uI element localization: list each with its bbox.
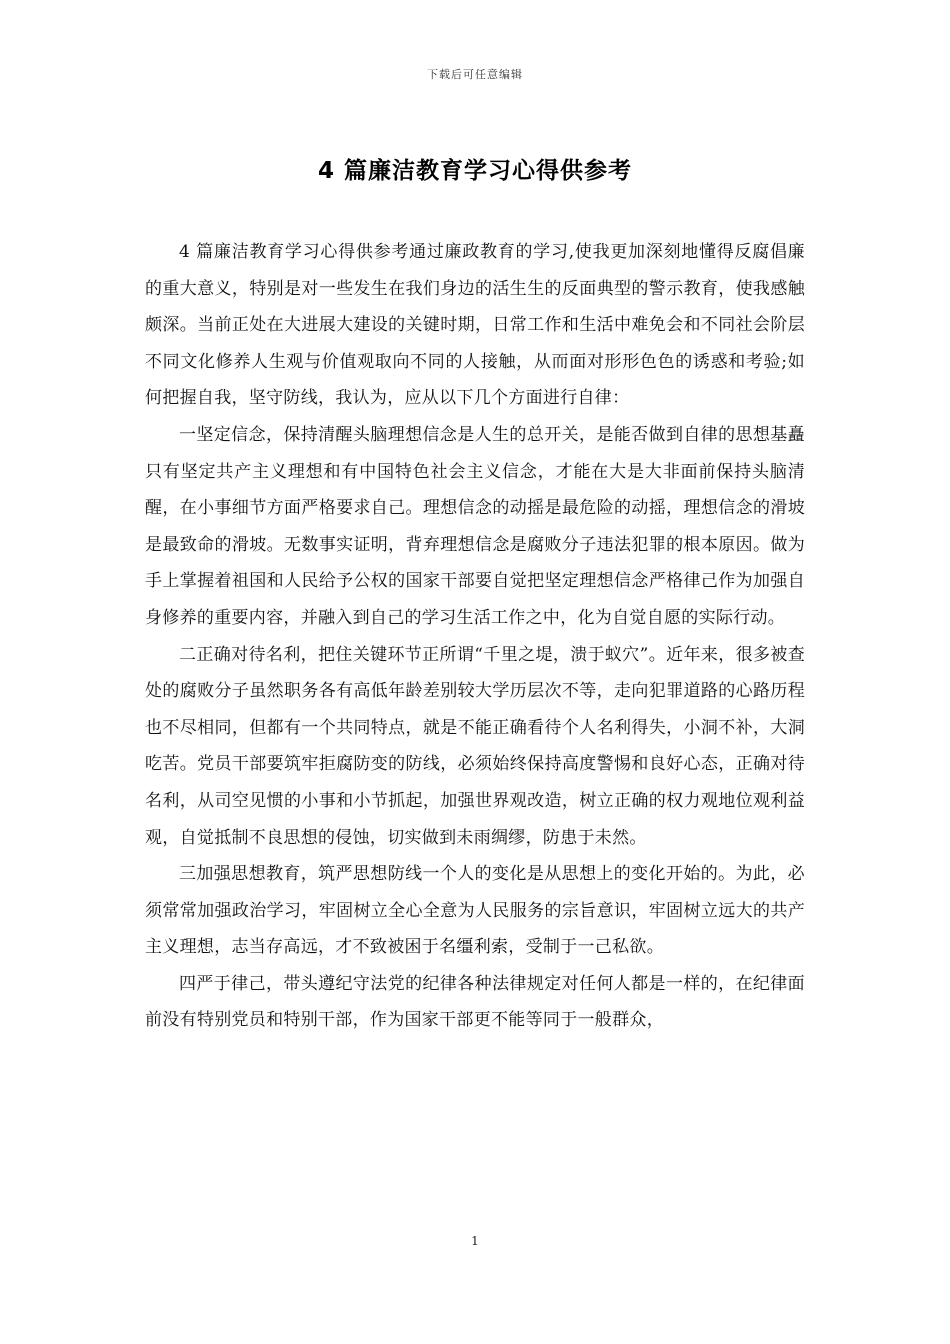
paragraph-point-three: 三加强思想教育，筑严思想防线一个人的变化是从思想上的变化开始的。为此，必须常常加强政治学习，牢固树立全心全意为人民服务的宗旨意识，牢固树立远大的共产主义理想，志当存高远，才不致被困于名缰利索，受制于一己私欲。	[145, 864, 805, 958]
page-number: 1	[471, 1234, 479, 1248]
header-note: 下载后可任意编辑	[427, 68, 523, 81]
document-title: 4 篇廉洁教育学习心得供参考	[317, 158, 632, 184]
document-body	[145, 234, 805, 1039]
paragraph-point-four: 四严于律己，带头遵纪守法党的纪律各种法律规定对任何人都是一样的，在纪律面前没有特别党员和特别干部，作为国家干部更不能等同于一般群众，	[145, 973, 805, 1031]
paragraph-point-two: 二正确对待名利，把住关键环节正所谓“千里之堤，溃于蚁穴”。近年来，很多被查处的腐败分子虽然职务各有高低年龄差别较大学历层次不等，走向犯罪道路的心路历程也不尽相同，但都有一个共同特点，就是不能正确看待个人名利得失，小洞不补，大洞吃苦。党员干部要筑牢拒腐防变的防线，必须始终保持高度警惕和良好心态，正确对待名利，从司空见惯的小事和小节抓起，加强世界观改造，树立正确的权力观地位观利益观，自觉抵制不良思想的侵蚀，切实做到未雨绸缪，防患于未然。	[145, 644, 805, 848]
paragraph-intro: 4 篇廉洁教育学习心得供参考通过廉政教育的学习,使我更加深刻地懂得反腐倡廉的重大意义，特别是对一些发生在我们身边的活生生的反面典型的警示教育，使我感触颇深。当前正处在大进展大建设的关键时期，日常工作和生活中难免会和不同社会阶层不同文化修养人生观与价值观取向不同的人接触，从而面对形形色色的诱惑和考验;如何把握自我，坚守防线，我认为，应从以下几个方面进行自律：	[145, 242, 805, 409]
paragraph-point-one: 一坚定信念，保持清醒头脑理想信念是人生的总开关，是能否做到自律的思想基矗只有坚定共产主义理想和有中国特色社会主义信念，才能在大是大非面前保持头脑清醒，在小事细节方面严格要求自己。理想信念的动摇是最危险的动摇，理想信念的滑坡是最致命的滑坡。无数事实证明，背弃理想信念是腐败分子违法犯罪的根本原因。做为手上掌握着祖国和人民给予公权的国家干部要自觉把坚定理想信念严格律己作为加强自身修养的重要内容，并融入到自己的学习生活工作之中，化为自觉自愿的实际行动。	[145, 424, 805, 628]
